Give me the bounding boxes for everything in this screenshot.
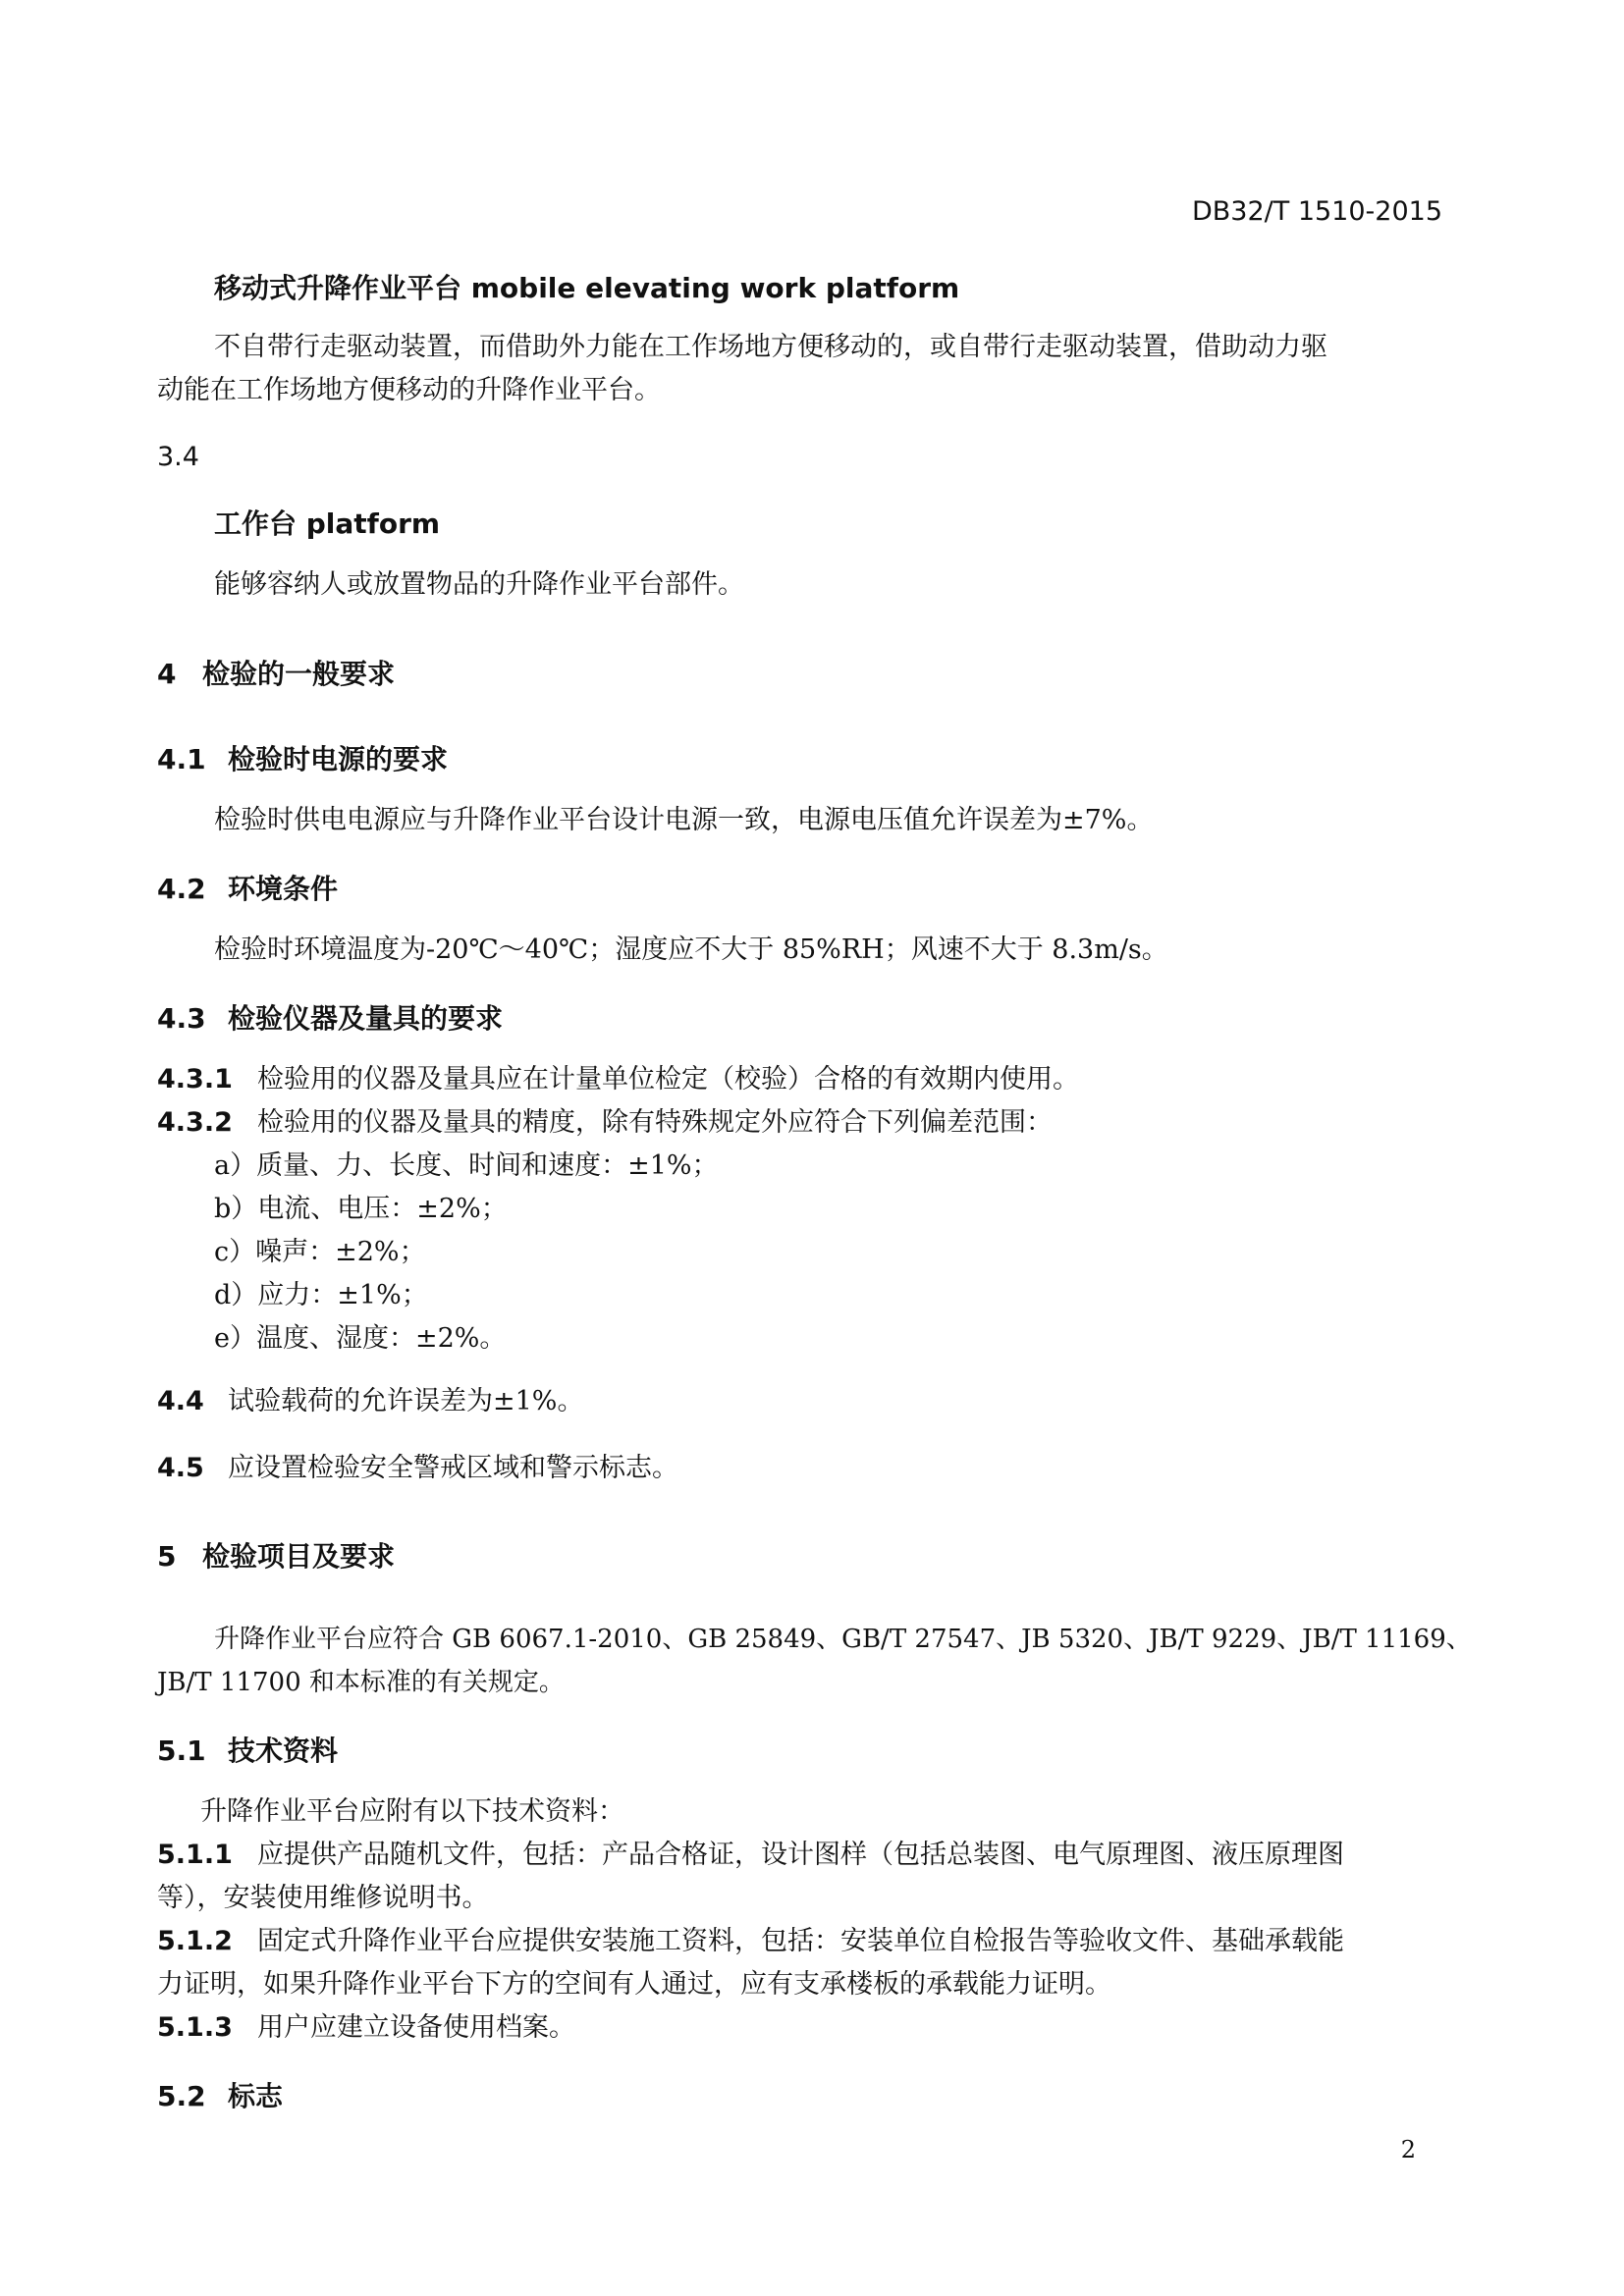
list-item: b）电流、电压：±2%； [214, 1194, 508, 1224]
section-heading-4 [157, 653, 395, 692]
clause-number: 4.5 [157, 1453, 204, 1483]
clause-text: 试验载荷的允许误差为±1%。 [228, 1386, 584, 1416]
subclause-5-1-1 [157, 1838, 1344, 1873]
subclause-5-1-2 [157, 1924, 1344, 1959]
term-number: 3.4 [157, 442, 199, 472]
section-number: 4.1 [157, 743, 206, 775]
subclause-number: 4.3.2 [157, 1107, 233, 1138]
list-item: c）噪声：±2%； [214, 1237, 426, 1267]
section-heading-5-1 [157, 1730, 338, 1769]
subclause-text-line: 等），安装使用维修说明书。 [157, 1883, 489, 1913]
document-id: DB32/T 1510-2015 [1191, 196, 1442, 227]
section-title: 检验的一般要求 [202, 658, 396, 690]
list-item: a）质量、力、长度、时间和速度：±1%； [214, 1150, 719, 1181]
subclause-text: 检验用的仪器及量具的精度，除有特殊规定外应符合下列偏差范围： [257, 1107, 1053, 1138]
clause-4-4 [157, 1384, 583, 1419]
section-heading-4-1 [157, 738, 448, 777]
subclause-number: 5.1.3 [157, 2012, 233, 2043]
subclause-text-line: 力证明，如果升降作业平台下方的空间有人通过，应有支承楼板的承载能力证明。 [157, 1969, 1111, 2000]
section-heading-5 [157, 1535, 395, 1575]
section-number: 4.3 [157, 1002, 206, 1035]
subclause-text: 应提供产品随机文件，包括：产品合格证，设计图样（包括总装图、电气原理图、液压原理图 [257, 1840, 1344, 1870]
subclause-number: 5.1.1 [157, 1840, 233, 1870]
page-number: 2 [1400, 2136, 1416, 2163]
clause-text: 应设置检验安全警戒区域和警示标志。 [228, 1453, 678, 1483]
paragraph: 检验时供电电源应与升降作业平台设计电源一致，电源电压值允许误差为±7%。 [214, 805, 1154, 835]
term-definition-line: 不自带行走驱动装置，而借助外力能在工作场地方便移动的，或自带行走驱动装置，借助动力驱 [214, 332, 1327, 362]
list-item: e）温度、湿度：±2%。 [214, 1323, 507, 1354]
term-definition-line: 动能在工作场地方便移动的升降作业平台。 [157, 375, 661, 405]
subclause-text: 用户应建立设备使用档案。 [257, 2012, 575, 2043]
list-item: d）应力：±1%； [214, 1280, 428, 1310]
clause-number: 4.4 [157, 1386, 204, 1416]
subclause-text: 固定式升降作业平台应提供安装施工资料，包括：安装单位自检报告等验收文件、基础承载能 [257, 1926, 1344, 1956]
section-title: 技术资料 [228, 1735, 339, 1767]
term-definition: 能够容纳人或放置物品的升降作业平台部件。 [214, 569, 744, 600]
section-number: 5.2 [157, 2080, 206, 2112]
section-number: 5.1 [157, 1735, 206, 1767]
section-title: 环境条件 [228, 873, 339, 905]
subclause-number: 5.1.2 [157, 1926, 233, 1956]
paragraph-line: 升降作业平台应符合 GB 6067.1-2010、GB 25849、GB/T 27547、JB 5320、JB/T 9229、JB/T 11169、 [214, 1625, 1472, 1654]
clause-4-5 [157, 1451, 678, 1486]
section-heading-4-3 [157, 997, 503, 1037]
section-title: 检验仪器及量具的要求 [228, 1002, 504, 1035]
section-title: 检验时电源的要求 [228, 743, 449, 775]
section-number: 4 [157, 658, 177, 690]
section-number: 5 [157, 1540, 177, 1573]
section-heading-4-2 [157, 868, 338, 907]
subclause-5-1-3 [157, 2010, 575, 2046]
subclause-4-3-1 [157, 1062, 1079, 1097]
subclause-number: 4.3.1 [157, 1064, 233, 1095]
term-title-platform: 工作台 platform [214, 507, 441, 540]
paragraph: 检验时环境温度为-20℃～40℃；湿度应不大于 85%RH；风速不大于 8.3m/s。 [214, 934, 1168, 965]
paragraph-line: JB/T 11700 和本标准的有关规定。 [157, 1668, 565, 1697]
section-title: 检验项目及要求 [202, 1540, 396, 1573]
section-number: 4.2 [157, 873, 206, 905]
paragraph: 升降作业平台应附有以下技术资料： [200, 1796, 624, 1827]
term-title-mobile-platform: 移动式升降作业平台 mobile elevating work platform [214, 272, 960, 304]
section-title: 标志 [228, 2080, 284, 2112]
section-heading-5-2 [157, 2075, 283, 2114]
subclause-4-3-2 [157, 1105, 1053, 1141]
subclause-text: 检验用的仪器及量具应在计量单位检定（校验）合格的有效期内使用。 [257, 1064, 1079, 1095]
